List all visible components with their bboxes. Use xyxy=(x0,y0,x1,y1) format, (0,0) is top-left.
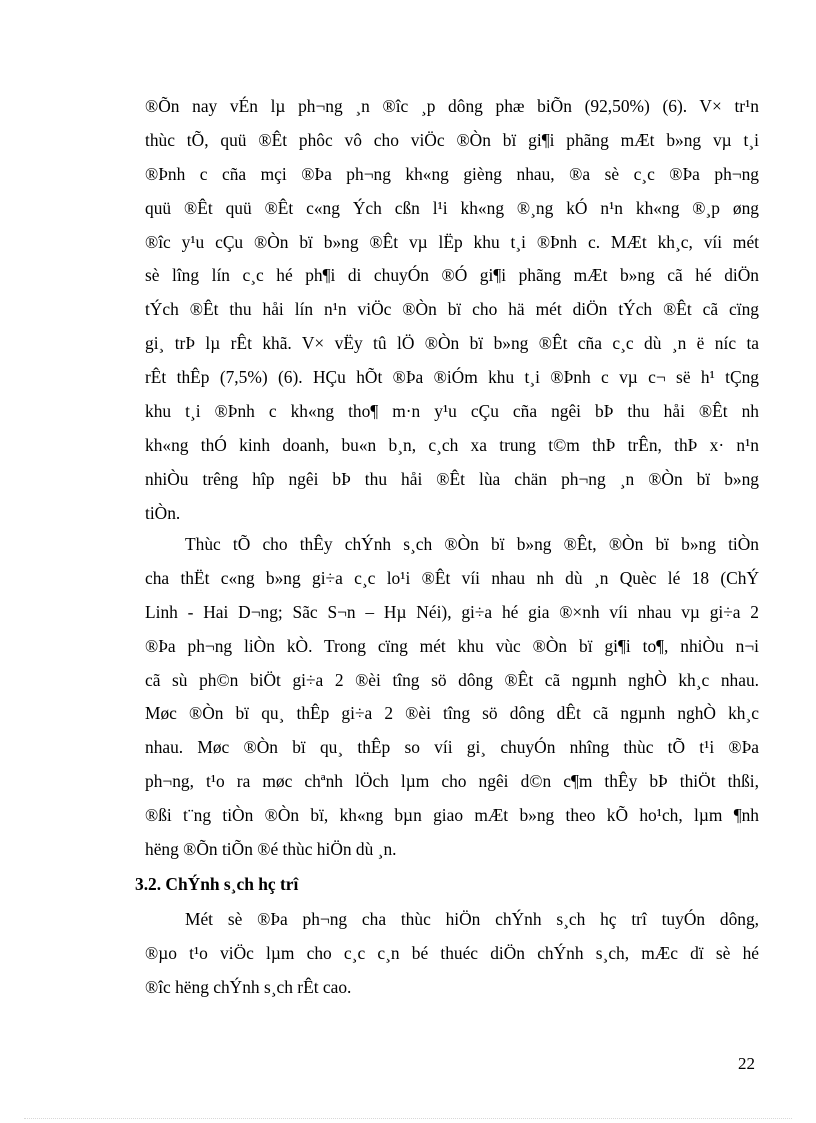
text-line: tiÒn. xyxy=(145,502,181,523)
text-line: thùc tÕ, quü ®Êt phôc vô cho viÖc ®Òn bï gi¶i phãng mÆt b»ng vµ t¸i xyxy=(145,129,759,150)
text-line: ®Õn nay vÉn lµ ph¬ng ¸n ®îc ¸p dông phæ biÕn (92,50%) (6). V× tr¹n xyxy=(145,96,759,116)
section-heading: 3.2. ChÝnh s¸ch hç trî xyxy=(135,874,299,894)
paragraph-2 xyxy=(145,528,759,867)
text-line: ®Þa ph¬ng liÒn kÒ. Trong cïng mét khu vùc ®Òn bï gi¶i to¶, nhiÒu n¬i xyxy=(145,635,759,656)
text-line: ph¬ng, t¹o ra møc chªnh lÖch lµm cho ngêi d©n c¶m thÊy bÞ thiÖt thßi, xyxy=(145,771,759,792)
text-line: hëng ®Õn tiÕn ®é thùc hiÖn dù ¸n. xyxy=(145,839,397,860)
text-line: Thùc tÕ cho thÊy chÝnh s¸ch ®Òn bï b»ng ®Êt, ®Òn bï b»ng tiÒn xyxy=(185,534,759,554)
text-line: sè lîng lín c¸c hé ph¶i di chuyÓn ®Ó gi¶i phãng mÆt b»ng cã hé diÖn xyxy=(145,265,759,286)
text-line: ®ßi t¨ng tiÒn ®Òn bï, kh«ng bµn giao mÆt b»ng theo kÕ ho¹ch, lµm ¶nh xyxy=(145,805,759,826)
text-line: rÊt thÊp (7,5%) (6). HÇu hÕt ®Þa ®iÓm khu t¸i ®Þnh c vµ c¬ së h¹ tÇng xyxy=(145,367,759,388)
text-line: gi¸ trÞ lµ rÊt khã. V× vËy tû lÖ ®Òn bï b»ng ®Êt cña c¸c dù ¸n ë níc ta xyxy=(145,333,759,354)
paragraph-3 xyxy=(145,903,759,1005)
text-line: quü ®Êt quü ®Êt c«ng Ých cßn l¹i kh«ng ®¸ng kÓ n¹n kh«ng ®¸p øng xyxy=(145,197,759,218)
text-line: tÝch ®Êt thu håi lín n¹n viÖc ®Òn bï cho hä mét diÖn tÝch ®Êt cã cïng xyxy=(145,299,759,320)
text-line: nhiÒu trêng hîp ngêi bÞ thu håi ®Êt lùa chän ph¬ng ¸n ®Òn bï b»ng xyxy=(145,468,759,489)
text-line: cã sù ph©n biÖt gi÷a 2 ®èi tîng sö dông ®Êt cã ngµnh nghÒ kh¸c nhau. xyxy=(145,669,759,690)
text-line: Møc ®Òn bï qu¸ thÊp gi÷a 2 ®èi tîng sö dông dÊt cã ngµnh nghÒ kh¸c xyxy=(145,703,759,724)
text-line: khu t¸i ®Þnh c kh«ng tho¶ m·n y¹u cÇu cña ngêi bÞ thu håi ®Êt nh xyxy=(145,401,759,422)
text-line: ®îc y¹u cÇu ®Òn bï b»ng ®Êt vµ lËp khu t¸i ®Þnh c. MÆt kh¸c, víi mét xyxy=(145,231,759,252)
page-number: 22 xyxy=(738,1054,755,1073)
text-line: ®µo t¹o viÖc lµm cho c¸c c¸n bé thuéc diÖn chÝnh s¸ch, mÆc dï sè hé xyxy=(145,942,759,963)
text-line: nhau. Møc ®Òn bï qu¸ thÊp so víi gi¸ chuyÓn nhîng thùc tÕ t¹i ®Þa xyxy=(145,737,759,758)
text-line: Linh - Hai D¬ng; Sãc S¬n – Hµ Néi), gi÷a hé gia ®×nh víi nhau vµ gi÷a 2 xyxy=(145,601,759,622)
page-bottom-divider xyxy=(24,1118,792,1119)
text-line: ®Þnh c cña mçi ®Þa ph¬ng kh«ng gièng nhau, ®a sè c¸c ®Þa ph¬ng xyxy=(145,163,759,184)
paragraph-1 xyxy=(145,90,759,531)
text-line: kh«ng thÓ kinh doanh, bu«n b¸n, c¸ch xa trung t©m thÞ trÊn, thÞ x· n¹n xyxy=(145,434,759,455)
text-line: ®îc hëng chÝnh s¸ch rÊt cao. xyxy=(145,976,352,997)
text-line: cha thËt c«ng b»ng gi÷a c¸c lo¹i ®Êt víi nhau nh dù ¸n Quèc lé 18 (ChÝ xyxy=(145,567,759,588)
text-line: Mét sè ®Þa ph¬ng cha thùc hiÖn chÝnh s¸ch hç trî tuyÓn dông, xyxy=(185,909,759,929)
